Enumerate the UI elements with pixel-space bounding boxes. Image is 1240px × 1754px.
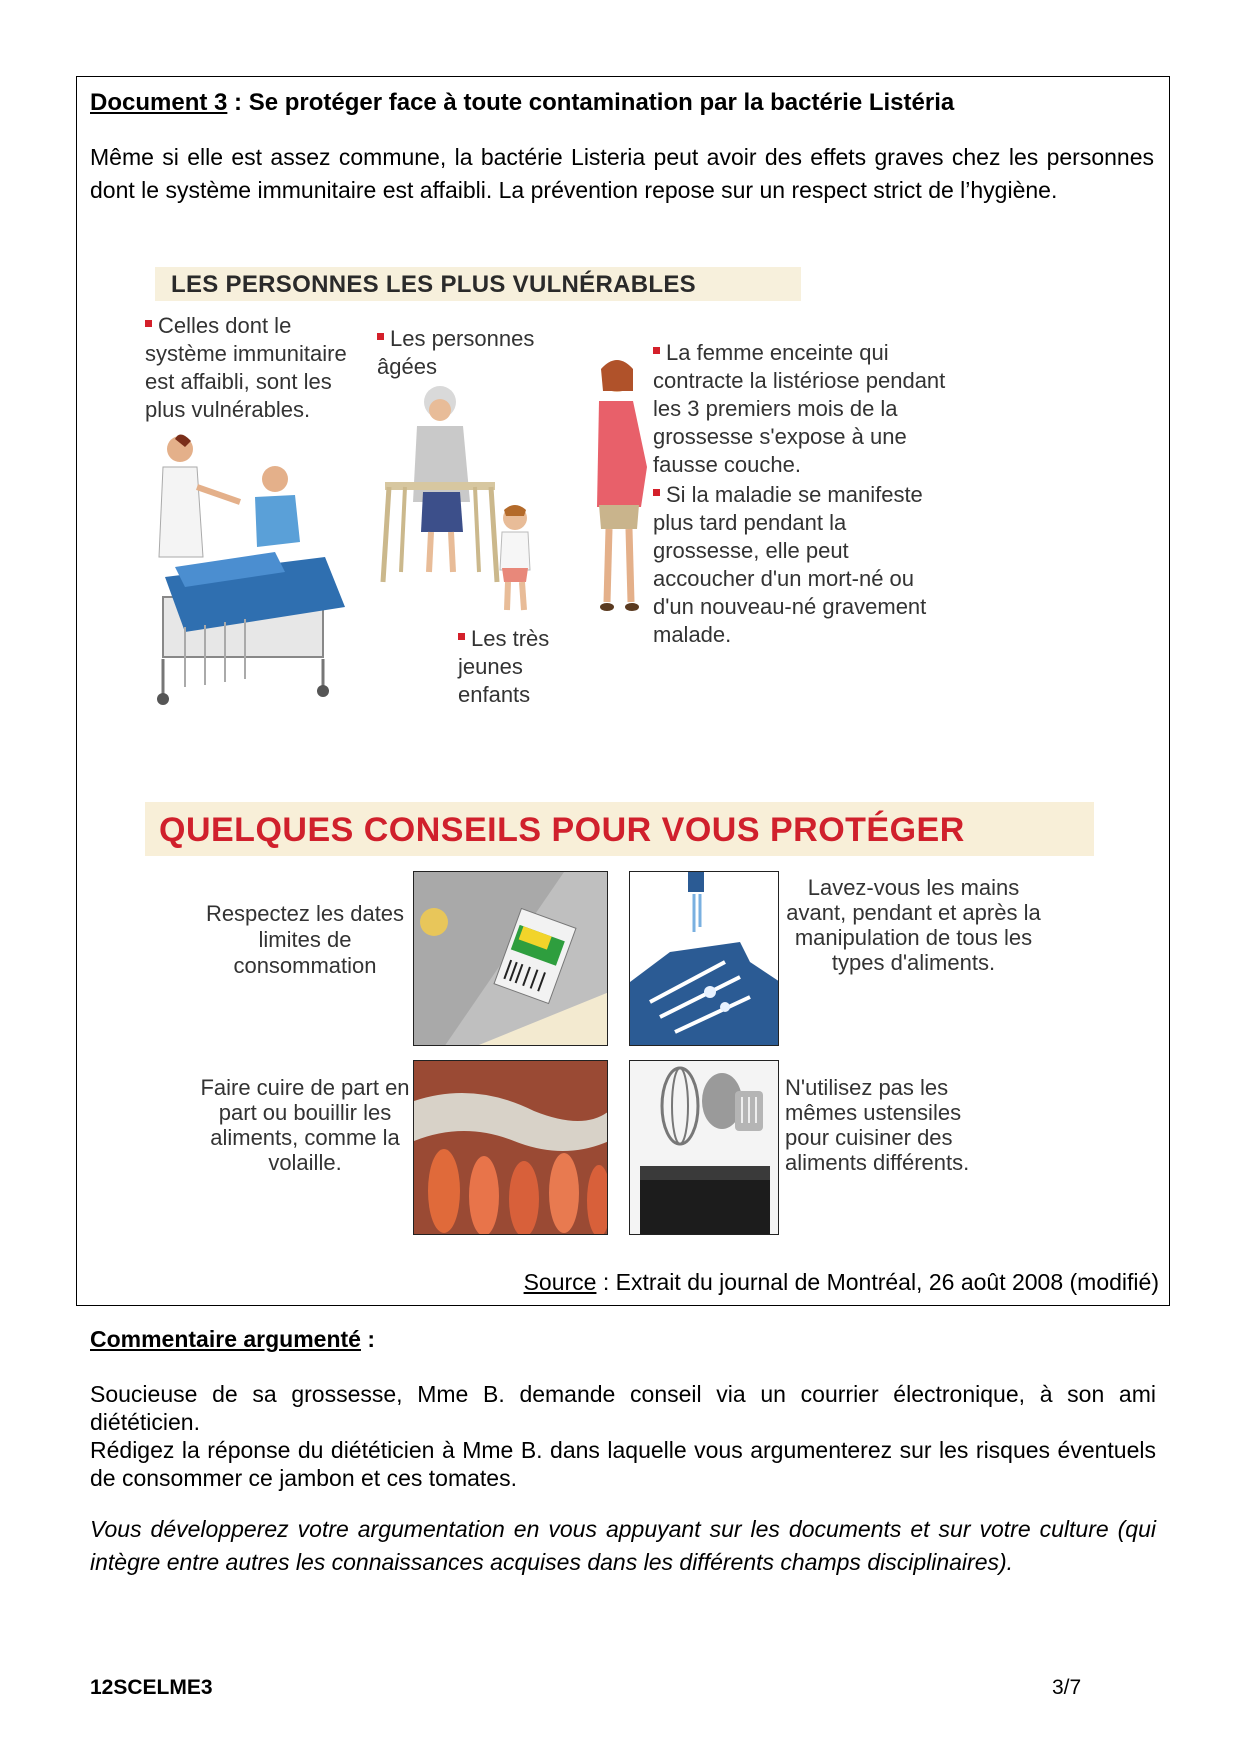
tip-hands-image xyxy=(629,871,779,1046)
pregnant-risk-2: Si la maladie se manifeste plus tard pendant la grossesse, elle peut accoucher d'un mort-né ou d'un nouveau-né gravement malade. xyxy=(653,482,927,647)
food-package-icon xyxy=(414,872,608,1046)
cooked-poultry-icon xyxy=(414,1061,608,1235)
pregnant-risk-1: La femme enceinte qui contracte la listériose pendant les 3 premiers mois de la grossesse s'expose à une fausse couche. xyxy=(653,340,946,477)
commentary-section xyxy=(90,1326,1156,1579)
page-number: 3/7 xyxy=(1052,1676,1082,1699)
exam-code: 12SCELME3 xyxy=(90,1676,213,1699)
group-elderly: Les personnes âgées xyxy=(377,326,535,379)
advice-heading: QUELQUES CONSEILS POUR VOUS PROTÉGER xyxy=(145,802,1094,856)
vulnerable-heading: LES PERSONNES LES PLUS VULNÉRABLES xyxy=(155,267,801,301)
group-immune: Celles dont le système immunitaire est affaibli, sont les plus vulnérables. xyxy=(145,313,347,422)
tip-dates: Respectez les dates limites de consommation xyxy=(205,901,405,978)
source-line xyxy=(524,1269,1159,1296)
commentary-para-2: Rédigez la réponse du diététicien à Mme B. dans laquelle vous argumenterez sur les risques éventuels de consommer ce jambon et ces tomates. xyxy=(90,1437,1156,1491)
group-children: Les très jeunes enfants xyxy=(458,626,550,707)
tip-utensils-image xyxy=(629,1060,779,1235)
source-text: : Extrait du journal de Montréal, 26 août 2008 (modifié) xyxy=(596,1269,1159,1295)
document-ref: Document 3 xyxy=(90,89,228,116)
bullet-icon xyxy=(458,633,465,640)
bullet-icon xyxy=(145,320,152,327)
source-label: Source xyxy=(523,1269,597,1295)
document-title-text: : Se protéger face à toute contamination par la bactérie Listéria xyxy=(227,89,955,116)
commentary-para-1: Soucieuse de sa grossesse, Mme B. demande conseil via un courrier électronique, à son ami diététicien. xyxy=(90,1381,1156,1435)
tip-cook: Faire cuire de part en part ou bouillir les aliments, comme la volaille. xyxy=(200,1075,410,1175)
commentary-title: Commentaire argumenté : xyxy=(90,1326,376,1352)
child-illustration xyxy=(480,502,550,622)
bullet-icon xyxy=(653,347,660,354)
pregnant-woman-illustration xyxy=(575,357,655,622)
document-title xyxy=(90,89,954,117)
kitchen-utensils-icon xyxy=(630,1061,779,1235)
commentary-instruction: Vous développerez votre argumentation en vous appuyant sur les documents et sur votre culture (qui intègre entre autres les connaissances acquises dans les différents champs disciplinaires). xyxy=(90,1516,1156,1575)
document-frame xyxy=(76,76,1170,1306)
tip-cook-image xyxy=(413,1060,608,1235)
hospital-bed-illustration xyxy=(145,427,380,712)
intro-paragraph: Même si elle est assez commune, la bactérie Listeria peut avoir des effets graves chez les personnes dont le système immunitaire est affaibli. La prévention repose sur un respect strict de l’hygiène. xyxy=(90,144,1154,203)
washing-hands-icon xyxy=(630,872,779,1046)
tip-utensils: N'utilisez pas les mêmes ustensiles pour cuisiner des aliments différents. xyxy=(785,1075,970,1175)
tip-dates-image xyxy=(413,871,608,1046)
bullet-icon xyxy=(377,333,384,340)
tip-hands: Lavez-vous les mains avant, pendant et après la manipulation de tous les types d'aliments. xyxy=(786,875,1041,975)
infographic xyxy=(145,267,1105,1277)
